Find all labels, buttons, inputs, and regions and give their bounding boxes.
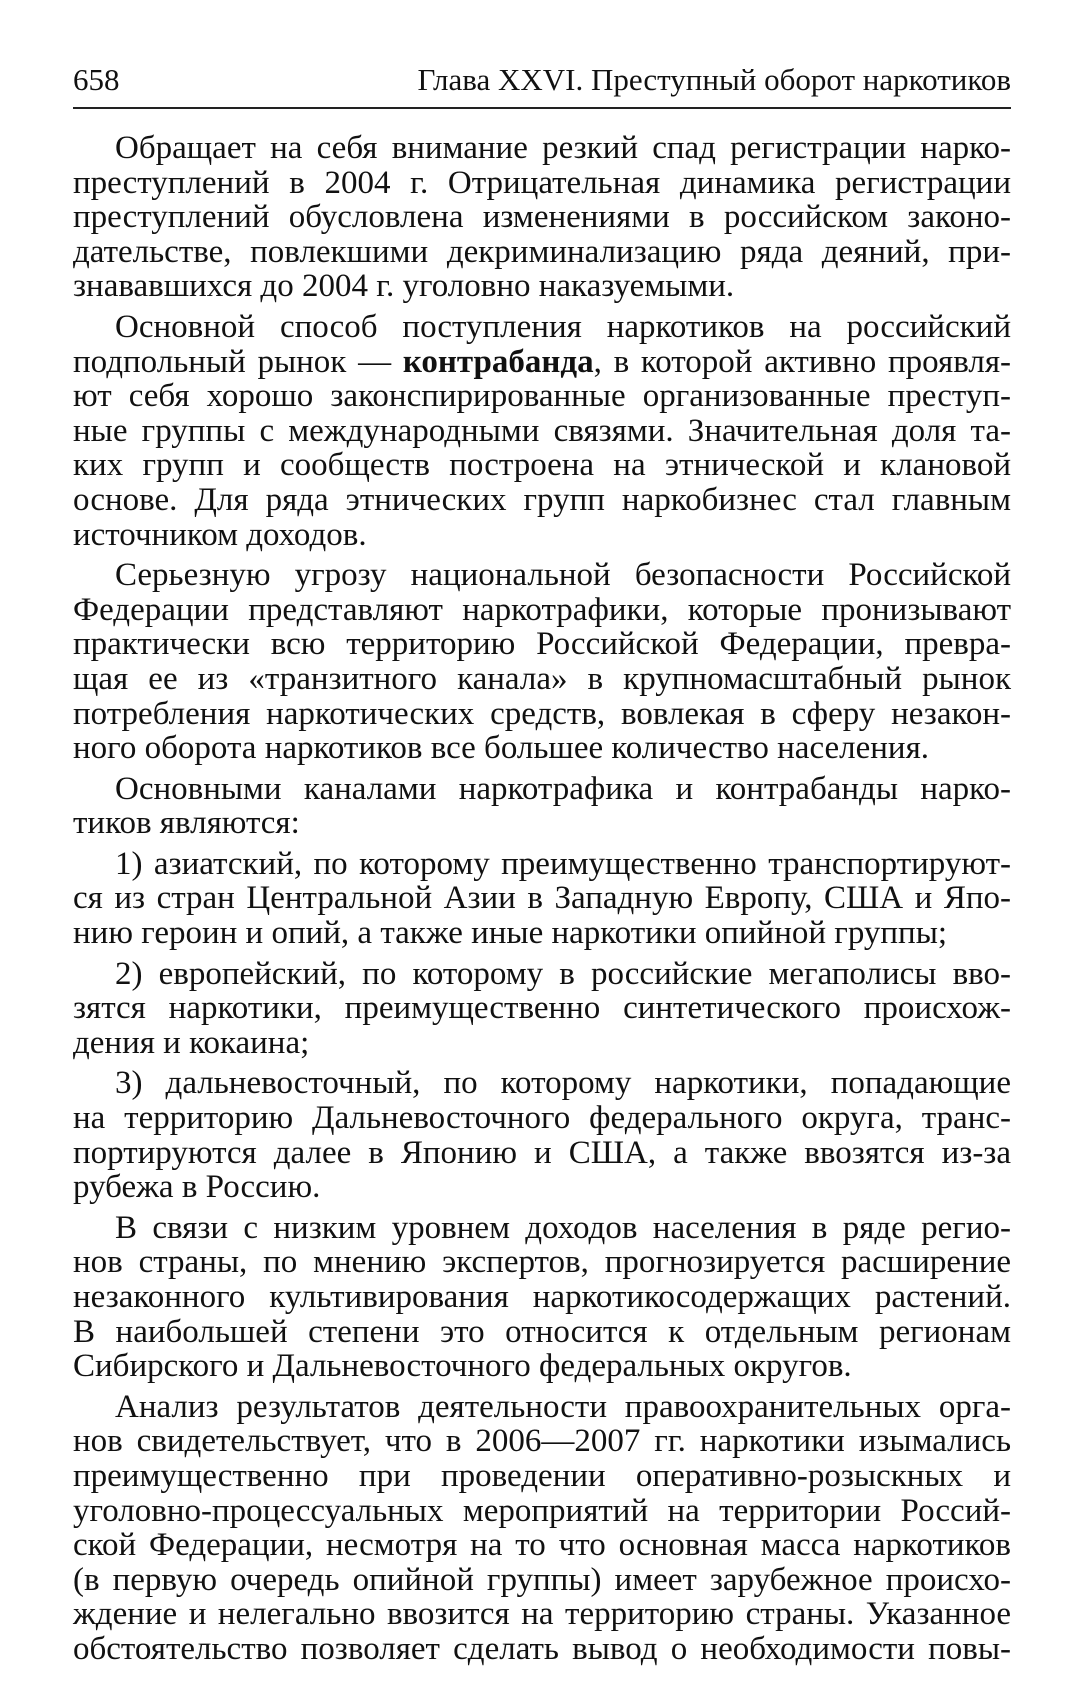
running-header [73, 62, 1011, 109]
paragraph [73, 310, 1011, 552]
text-line: ской Федерации, несмотря на то что основная масса наркотиков [73, 1527, 1011, 1564]
text-line: Анализ результатов деятельности правоохранительных орга- [115, 1388, 1011, 1425]
paragraph [73, 772, 1011, 841]
text-line: Обращает на себя внимание резкий спад регистрации нарко- [115, 130, 1011, 166]
text-line: ждение и нелегально ввозится на территорию страны. Указанное [73, 1596, 1011, 1633]
text-line: 1) азиатский, по которому преимущественно транспортируют- [115, 845, 1011, 882]
paragraph [73, 1390, 1011, 1667]
text-line: тиков являются: [73, 805, 300, 842]
text-line: незаконного культивирования наркотикосодержащих растений. [73, 1279, 1011, 1315]
text-line: практически всю территорию Российской Федерации, превра- [73, 626, 1011, 663]
text-line: рубежа в Россию. [73, 1169, 321, 1206]
text-line: нию героин и опий, а также иные наркотики опийной группы; [73, 915, 948, 952]
text-line: В наибольшей степени это относится к отдельным регионам [73, 1313, 1011, 1350]
text-line: (в первую очередь опийной группы) имеет зарубежное происхо- [73, 1561, 1011, 1598]
text-line: ные группы с международными связями. Значительная доля та- [73, 412, 1011, 449]
text-line: портируются далее в Японию и США, а также ввозятся из-за [73, 1134, 1011, 1171]
text-line: преступлений обусловлена изменениями в российском законо- [73, 199, 1011, 236]
text-line: ного оборота наркотиков все большее количество населения. [73, 730, 930, 767]
text-line: уголовно-процессуальных мероприятий на территории Россий- [73, 1492, 1011, 1529]
text-line: зятся наркотики, преимущественно синтетического происхож- [73, 990, 1011, 1027]
text-line: потребления наркотических средств, вовлекая в сферу незакон- [73, 695, 1011, 732]
text-line: Основной способ поступления наркотиков на российский [115, 308, 1011, 345]
book-page [73, 62, 1011, 1673]
text-line: Основными каналами наркотрафика и контрабанды нарко- [115, 770, 1011, 807]
text-line: щая ее из «транзитного канала» в крупномасштабный рынок [73, 660, 1011, 697]
text-line: Серьезную угрозу национальной безопасности Российской [115, 557, 1011, 594]
body-text [73, 131, 1011, 1667]
text-run: подпольный рынок — [73, 343, 403, 380]
text-line: обстоятельство позволяет сделать вывод о необходимости повы- [73, 1630, 1011, 1667]
text-line: дения и кокаина; [73, 1024, 310, 1061]
text-line: ких групп и сообществ построена на этнической и клановой [73, 447, 1011, 484]
text-line: 3) дальневосточный, по которому наркотики, попадающие [115, 1065, 1011, 1102]
text-run: , в которой активно проявля- [593, 343, 1011, 380]
text-line [73, 345, 1011, 380]
text-line: ют себя хорошо законспирированные организованные преступ- [73, 378, 1011, 415]
page-number: 658 [73, 62, 120, 97]
text-line: В связи с низким уровнем доходов населения в ряде регио- [115, 1209, 1011, 1246]
text-line: Федерации представляют наркотрафики, которые пронизывают [73, 591, 1011, 628]
list-item [73, 847, 1011, 951]
text-line: на территорию Дальневосточного федерального округа, транс- [73, 1100, 1011, 1137]
paragraph [73, 558, 1011, 766]
text-line: нов страны, по мнению экспертов, прогнозируется расширение [73, 1244, 1011, 1281]
text-line: Сибирского и Дальневосточного федеральных округов. [73, 1348, 852, 1385]
bold-term: контрабанда [402, 343, 594, 380]
text-line: преступлений в 2004 г. Отрицательная динамика регистрации [73, 164, 1011, 201]
list-item [73, 1066, 1011, 1204]
text-line: дательстве, повлекшими декриминализацию ряда деяний, при- [73, 233, 1011, 270]
paragraph [73, 1211, 1011, 1384]
text-line: ся из стран Центральной Азии в Западную Европу, США и Япо- [73, 880, 1011, 917]
text-line: источником доходов. [73, 516, 367, 553]
text-line: знававшихся до 2004 г. уголовно наказуемыми. [73, 268, 735, 305]
text-line: 2) европейский, по которому в российские мегаполисы вво- [115, 955, 1011, 992]
list-item [73, 957, 1011, 1061]
text-line: преимущественно при проведении оперативно-розыскных и [73, 1457, 1011, 1494]
chapter-title: Глава XXVI. Преступный оборот наркотиков [417, 62, 1011, 97]
text-line: нов свидетельствует, что в 2006—2007 гг. наркотики изымались [73, 1423, 1011, 1460]
paragraph [73, 131, 1011, 304]
text-line: основе. Для ряда этнических групп наркобизнес стал главным [73, 481, 1011, 518]
